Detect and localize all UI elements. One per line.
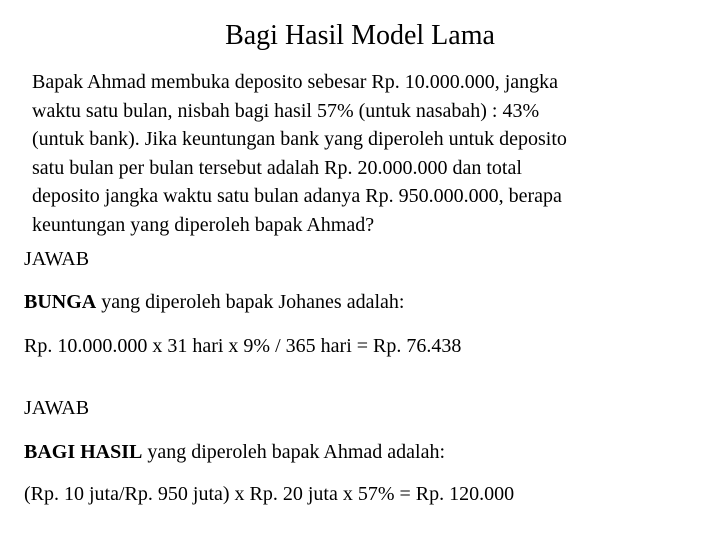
question-line: Bapak Ahmad membuka deposito sebesar Rp. 10.000.000, jangka [32,71,559,93]
interest-term: BUNGA [24,291,97,313]
profit-share-formula: (Rp. 10 juta/Rp. 950 juta) x Rp. 20 juta x 57% = Rp. 120.000 [24,483,515,505]
slide-title: Bagi Hasil Model Lama [225,20,495,51]
question-line: waktu satu bulan, nisbah bagi hasil 57% (untuk nasabah) : 43% [32,99,540,122]
interest-statement [24,288,404,316]
answer-heading-2: JAWAB [24,397,90,419]
question-line: keuntungan yang diperoleh bapak Ahmad? [32,213,375,236]
profit-share-statement [24,438,445,466]
interest-statement-text: yang diperoleh bapak Johanes adalah: [96,291,405,313]
profit-share-statement-text: yang diperoleh bapak Ahmad adalah: [142,441,446,463]
question-line: deposito jangka waktu satu bulan adanya Rp. 950.000.000, berapa [32,185,562,207]
profit-share-term: BAGI HASIL [24,441,143,463]
question-paragraph [32,68,702,239]
interest-formula: Rp. 10.000.000 x 31 hari x 9% / 365 hari = Rp. 76.438 [24,335,462,357]
question-line: (untuk bank). Jika keuntungan bank yang diperoleh untuk deposito [32,128,567,150]
question-line: satu bulan per bulan tersebut adalah Rp. 20.000.000 dan total [32,156,522,179]
answer-heading-1: JAWAB [24,248,90,270]
